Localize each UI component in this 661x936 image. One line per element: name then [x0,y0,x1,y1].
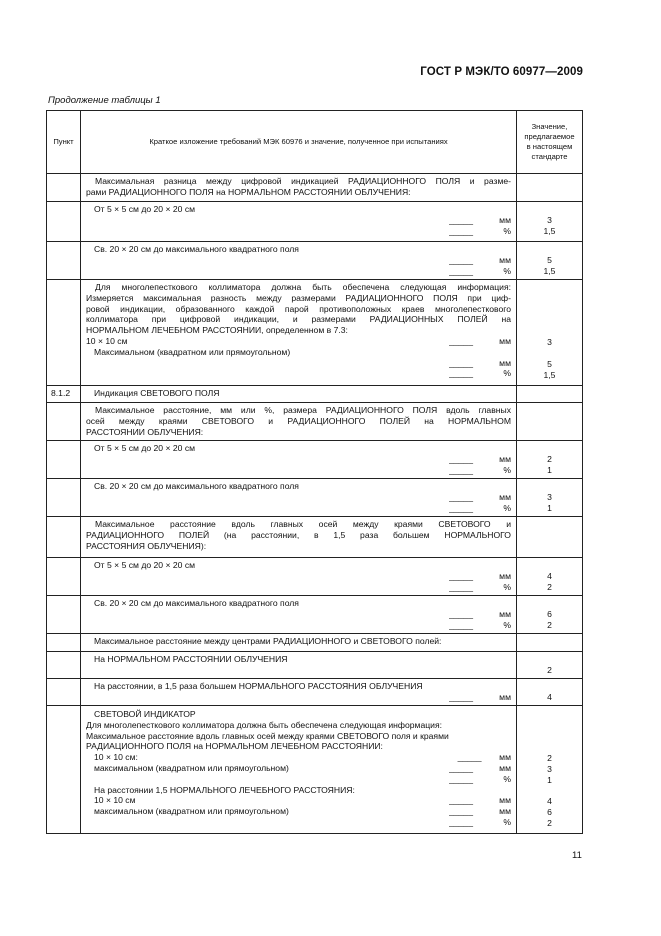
blank-line: _____ [457,752,482,763]
text-line: РАССТОЯНИЯ ОБЛУЧЕНИЯ): [86,540,207,551]
unit-label: % [503,581,511,592]
unit-label: % [503,502,511,513]
text-line: Максимальном (квадратном или прямоугольном) [94,346,291,357]
table-row [47,280,583,386]
blank-line: _____ [449,816,473,827]
table-row [47,479,583,517]
value-cell: 6 [547,609,552,619]
blank-line: _____ [449,491,473,502]
text-line: Максимальная разница между цифровой индикацией РАДИАЦИОННОГО ПОЛЯ и разме- [95,176,511,186]
table-row [47,174,583,202]
unit-label: % [503,619,511,630]
text-line: РАДИАЦИОННОГО ПОЛЕЙ (на расстоянии, в 1,5 раза большем НОРМАЛЬНОГО [86,529,511,540]
blank-line: _____ [449,265,473,276]
value-cell: 3 [547,492,552,502]
unit-label: мм [499,357,511,368]
blank-line: _____ [449,254,473,265]
table-row [47,596,583,634]
document-code: ГОСТ Р МЭК/ТО 60977—2009 [420,66,583,78]
blank-line: _____ [449,581,473,592]
text-line: Для многолепесткового коллиматора должна быть обеспечена следующая информация: [95,282,511,292]
text-line: 10 × 10 см [94,795,136,806]
table-row [47,634,583,652]
unit-label: % [503,225,511,236]
punkt-number: 8.1.2 [47,386,81,403]
value-cell: 2 [547,665,552,675]
col-header-description: Краткое изложение требований МЭК 60976 и значение, полученное при испытаниях [81,111,517,174]
value-cell: 4 [547,796,552,807]
text-line: Св. 20 × 20 см до максимального квадратного поля [94,481,299,491]
unit-label: мм [499,254,511,265]
text-line: максимальном (квадратном или прямоугольном) [94,806,289,817]
unit-label: мм [499,691,511,702]
unit-label: мм [499,214,511,225]
unit-label: % [503,773,511,784]
table-row [47,202,583,242]
blank-line: _____ [449,691,473,702]
text-line: максимальном (квадратном или прямоугольном) [94,762,289,773]
blank-line: _____ [449,225,473,236]
text-line: рами РАДИАЦИОННОГО ПОЛЯ на НОРМАЛЬНОМ РАССТОЯНИИ ОБЛУЧЕНИЯ: [86,186,411,197]
value-cell: 1,5 [543,369,556,380]
value-cell: 4 [547,692,552,702]
unit-label: мм [499,491,511,502]
unit-label: % [503,816,511,827]
blank-line: _____ [449,214,473,225]
value-cell: 3 [547,337,552,347]
table-row [47,652,583,679]
value-cell: 1 [547,774,552,785]
unit-label: мм [499,608,511,619]
value-cell: 2 [547,753,552,763]
value-cell: 3 [547,763,552,774]
blank-line: _____ [449,357,473,368]
blank-line: _____ [449,335,473,346]
unit-label: мм [499,453,511,464]
value-cell: 1,5 [543,225,556,236]
unit-label: мм [499,806,511,817]
unit-label: мм [499,795,511,806]
text-line: коллиматора при цифровой индикации, и размерами РАДИАЦИОННЫХ ПОЛЕЙ на [86,314,511,325]
text-line: СВЕТОВОЙ ИНДИКАТОР [94,709,196,719]
text-line: осей между краями СВЕТОВОГО и РАДИАЦИОННОГО ПОЛЕЙ на НОРМАЛЬНОМ [86,415,511,426]
value-cell: 5 [547,255,552,265]
col-header-punkt: Пункт [47,111,81,174]
unit-label: мм [499,570,511,581]
blank-line: _____ [449,795,473,806]
text-line: Св. 20 × 20 см до максимального квадратного поля [94,244,299,254]
unit-label: % [503,368,511,379]
text-line: ровой индикации, образованного каждой парой противоположных краев многолепесткового [86,303,511,314]
value-cell: 6 [547,807,552,818]
value-cell: 2 [547,581,552,592]
value-cell: 4 [547,571,552,581]
blank-line: _____ [449,762,473,773]
table-row [47,441,583,479]
table-row [47,517,583,558]
blank-line: _____ [449,806,473,817]
table-row [47,679,583,706]
col-header-value: Значение, предлагаемое в настоящем стандарте [517,111,583,174]
value-cell: 5 [547,358,552,369]
requirements-table [46,110,583,834]
text-line: Св. 20 × 20 см до максимального квадратного поля [94,598,299,608]
text-line: Для многолепесткового коллиматора должна быть обеспечена следующая информация: [86,719,442,730]
table-row [47,558,583,596]
table-row [47,386,583,403]
value-cell: 1 [547,502,552,513]
text-line: Максимальное расстояние между центрами РАДИАЦИОННОГО и СВЕТОВОГО полей: [94,636,442,646]
unit-label: % [503,464,511,475]
value-cell: 1 [547,464,552,475]
blank-line: _____ [449,464,473,475]
text-line: Максимальное расстояние вдоль главных осей между краями СВЕТОВОГО и [95,519,511,529]
text-line: На расстоянии, в 1,5 раза большем НОРМАЛЬНОГО РАССТОЯНИЯ ОБЛУЧЕНИЯ [94,681,423,691]
text-line: Максимальное расстояние, мм или %, размера РАДИАЦИОННОГО ПОЛЯ вдоль главных [95,405,511,415]
text-line: На НОРМАЛЬНОМ РАССТОЯНИИ ОБЛУЧЕНИЯ [94,654,288,664]
value-cell: 2 [547,817,552,828]
value-cell: 1,5 [543,265,556,276]
unit-label: % [503,265,511,276]
text-line: НОРМАЛЬНОМ ЛЕЧЕБНОМ РАССТОЯНИИ, определенном в 7.3: [86,325,348,336]
text-line: РАССТОЯНИИ ОБЛУЧЕНИЯ: [86,426,204,437]
unit-label: мм [499,762,511,773]
value-cell: 2 [547,454,552,464]
text-line: 10 × 10 см [86,335,128,346]
section-title: Индикация СВЕТОВОГО ПОЛЯ [94,388,220,398]
blank-line: _____ [449,453,473,464]
value-cell: 2 [547,619,552,630]
text-line: Максимальное расстояние вдоль главных осей между краями СВЕТОВОГО поля и краями [86,730,449,741]
unit-label: мм [499,752,511,763]
text-line: Измеряется максимальная разность между размерами РАДИАЦИОННОГО ПОЛЯ при циф- [86,292,511,303]
blank-line: _____ [449,619,473,630]
blank-line: _____ [449,773,473,784]
table-row [47,403,583,441]
text-line: От 5 × 5 см до 20 × 20 см [94,443,196,453]
text-line: 10 × 10 см: [94,752,138,763]
table-continuation-label: Продолжение таблицы 1 [48,95,161,106]
text-line: РАДИАЦИОННОГО ПОЛЯ на НОРМАЛЬНОМ ЛЕЧЕБНОМ РАССТОЯНИИ: [86,741,383,752]
text-line: От 5 × 5 см до 20 × 20 см [94,204,196,214]
blank-line: _____ [449,502,473,513]
value-cell: 3 [547,215,552,225]
blank-line: _____ [449,608,473,619]
table-row [47,242,583,280]
text-line: От 5 × 5 см до 20 × 20 см [94,560,196,570]
page-number: 11 [572,850,582,861]
unit-label: мм [499,335,511,346]
blank-line: _____ [449,570,473,581]
table-row [47,706,583,834]
table-header-row [47,111,583,174]
blank-line: _____ [449,368,473,379]
text-line: На расстоянии 1,5 НОРМАЛЬНОГО ЛЕЧЕБНОГО РАССТОЯНИЯ: [94,784,355,795]
